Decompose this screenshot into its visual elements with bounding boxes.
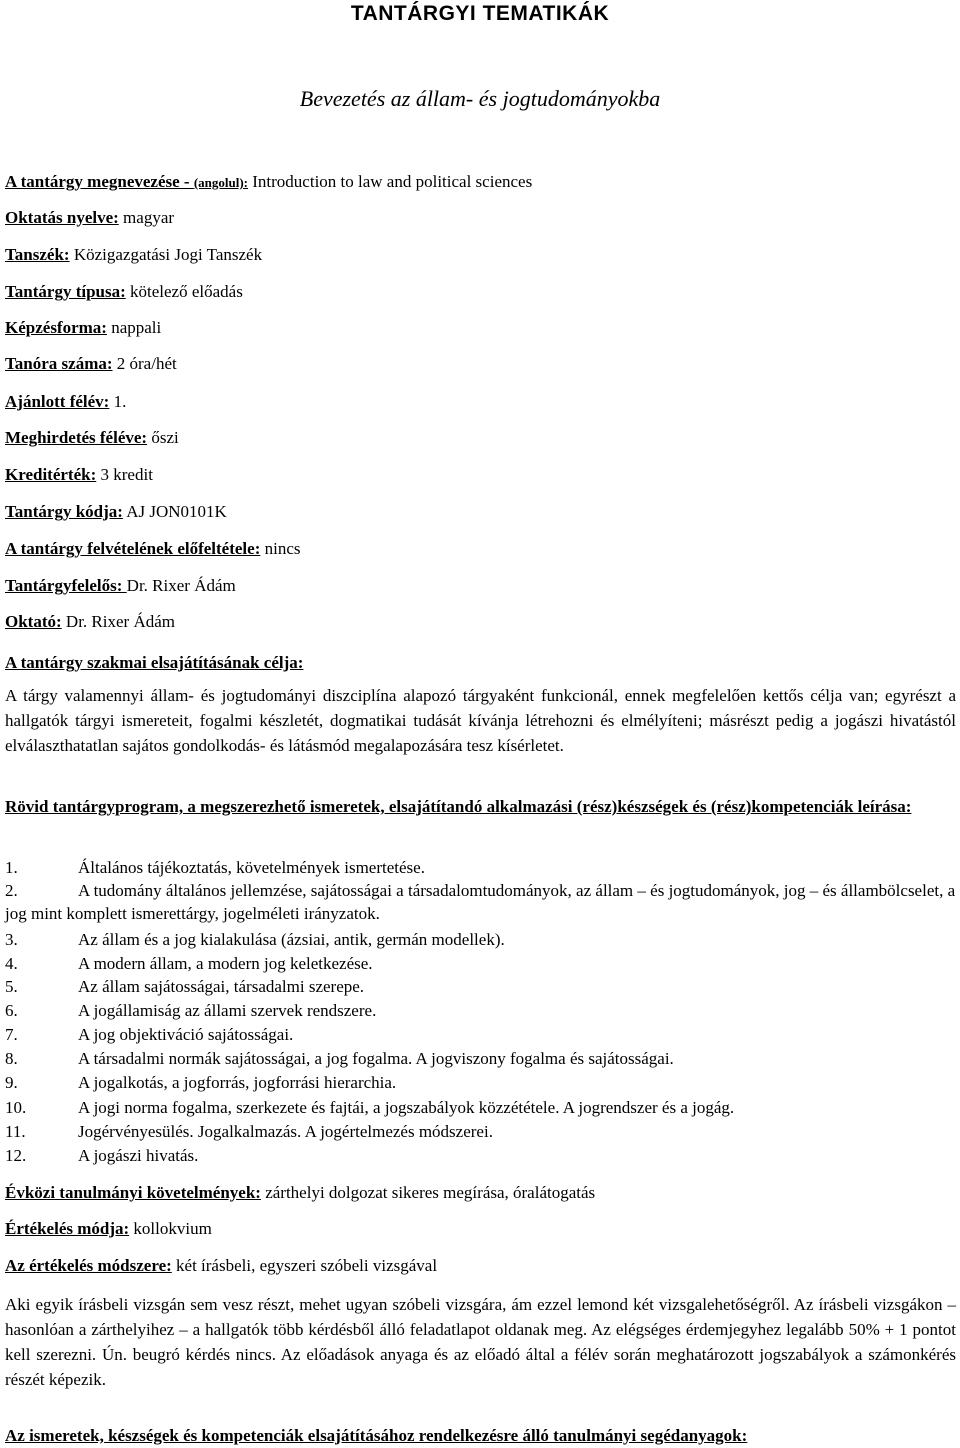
list-item: 6. A jogállamiság az állami szervek rendszere. <box>5 1001 377 1020</box>
list-item: 5. Az állam sajátosságai, társadalmi szerepe. <box>5 977 365 996</box>
program-heading: Rövid tantárgyprogram, a megszerezhető ismeretek, elsajátítandó alkalmazási (rész)készségek és (rész)kompetenciák leírása: <box>5 797 912 816</box>
field-course-name <box>5 171 532 194</box>
goal-paragraph: A tárgy valamennyi állam- és jogtudományi diszciplína alapozó tárgyaként funkcionál, ennek megfelelően kettős célja van; egyrészt a hallgatók tárgyi ismereteit, fogalmi készletét, dogmatikai tudását kívánja létrehozni és elmélyíteni; másrészt pedig a jogászi hivatástól elválaszthatatlan sajátos gondolkodás- és látásmód megalapozására tesz kísérletet. <box>5 686 956 755</box>
document-title: TANTÁRGYI TEMATIKÁK <box>350 2 610 25</box>
list-item: 4. A modern állam, a modern jog keletkezése. <box>5 954 373 973</box>
field-label: Oktatás nyelve: <box>5 208 119 227</box>
evaluation-method-line <box>5 1255 437 1277</box>
goal-heading: A tantárgy szakmai elsajátításának célja: <box>5 653 304 672</box>
field-value: nincs <box>260 539 301 558</box>
list-item: 1. Általános tájékoztatás, követelmények ismertetése. <box>5 858 425 877</box>
field-value: Dr. Rixer Ádám <box>61 612 175 631</box>
field-label: Tanóra száma: <box>5 354 113 373</box>
field-training-form <box>5 317 161 339</box>
field-value: magyar <box>118 208 175 227</box>
course-title: Bevezetés az állam- és jogtudományokba <box>299 86 661 111</box>
field-label: Oktató: <box>5 612 62 631</box>
field-label: Ajánlott félév: <box>5 392 110 411</box>
field-label: Kreditérték: <box>5 465 97 484</box>
field-label: Értékelés módja: <box>5 1219 130 1238</box>
list-item: 11. Jogérvényesülés. Jogalkalmazás. A jogértelmezés módszerei. <box>5 1122 493 1141</box>
field-value: két írásbeli, egyszeri szóbeli vizsgával <box>171 1256 438 1275</box>
field-value: zárthelyi dolgozat sikeres megírása, óralátogatás <box>260 1183 596 1202</box>
field-instructor <box>5 611 175 633</box>
field-course-responsible <box>5 575 236 597</box>
field-value: nappali <box>106 318 162 337</box>
field-label: Képzésforma: <box>5 318 107 337</box>
list-item: 7. A jog objektiváció sajátosságai. <box>5 1025 294 1044</box>
exam-paragraph: Aki egyik írásbeli vizsgán sem vesz részt, mehet ugyan szóbeli vizsgára, ám ezzel lemond két vizsgalehetőségről. Az írásbeli vizsgákon – hasonlóan a zárthelyihez – a hallgatók több kérdésből álló feladatlapot oldanak meg. Az elégséges érdemjegyhez legalább 50% + 1 pontot kell szerezni. Ún. beugró kérdés nincs. Az előadások anyaga és az előadó által a félév során meghatározott jogszabályok a számonkérés részét képezik. <box>5 1295 956 1389</box>
materials-heading: Az ismeretek, készségek és kompetenciák elsajátításához rendelkezésre álló tanulmányi segédanyagok: <box>5 1426 748 1445</box>
field-value: Introduction to law and political sciences <box>248 172 533 191</box>
list-item: 8. A társadalmi normák sajátosságai, a jog fogalma. A jogviszony fogalma és sajátosságai. <box>5 1049 674 1068</box>
field-label: A tantárgy megnevezése - <box>5 172 194 191</box>
field-credits <box>5 464 153 486</box>
field-label: Az értékelés módszere: <box>5 1256 172 1275</box>
field-value: AJ JON0101K <box>122 502 227 521</box>
field-label: A tantárgy felvételének előfeltétele: <box>5 539 261 558</box>
field-label: Tantárgy típusa: <box>5 282 126 301</box>
list-item: 9. A jogalkotás, a jogforrás, jogforrási hierarchia. <box>5 1073 397 1092</box>
field-department <box>5 244 262 266</box>
field-label: Meghirdetés féléve: <box>5 428 148 447</box>
field-hours <box>5 353 177 375</box>
field-announced-semester <box>5 427 179 449</box>
field-course-type <box>5 281 243 303</box>
field-label: Tantárgyfelelős: <box>5 576 127 595</box>
field-course-code <box>5 501 227 523</box>
evaluation-type-line <box>5 1218 212 1240</box>
field-prerequisite <box>5 538 301 560</box>
requirements-line <box>5 1182 595 1204</box>
list-item: 2. A tudomány általános jellemzése, sajátosságai a társadalomtudományok, az állam – és jogtudományok, jog – és állambölcselet, a jog mint komplett ismerettárgy, jogelméleti irányzatok. <box>5 881 956 923</box>
list-item: 10. A jogi norma fogalma, szerkezete és fajtái, a jogszabályok közzététele. A jogrendszer és a jogág. <box>5 1098 735 1117</box>
field-label: Tanszék: <box>5 245 70 264</box>
field-value: Dr. Rixer Ádám <box>126 576 236 595</box>
field-value: 1. <box>109 392 127 411</box>
field-value: 2 óra/hét <box>112 354 177 373</box>
field-recommended-semester <box>5 391 126 413</box>
field-value: kötelező előadás <box>125 282 243 301</box>
field-value: 3 kredit <box>96 465 153 484</box>
list-item: 12. A jogászi hivatás. <box>5 1146 199 1165</box>
field-label: Évközi tanulmányi követelmények: <box>5 1183 261 1202</box>
field-label: Tantárgy kódja: <box>5 502 123 521</box>
list-item: 3. Az állam és a jog kialakulása (ázsiai, antik, germán modellek). <box>5 930 505 949</box>
field-value: Közigazgatási Jogi Tanszék <box>69 245 263 264</box>
field-label-small: (angolul): <box>193 175 248 190</box>
field-language <box>5 207 174 229</box>
field-value: őszi <box>147 428 179 447</box>
field-value: kollokvium <box>129 1219 212 1238</box>
